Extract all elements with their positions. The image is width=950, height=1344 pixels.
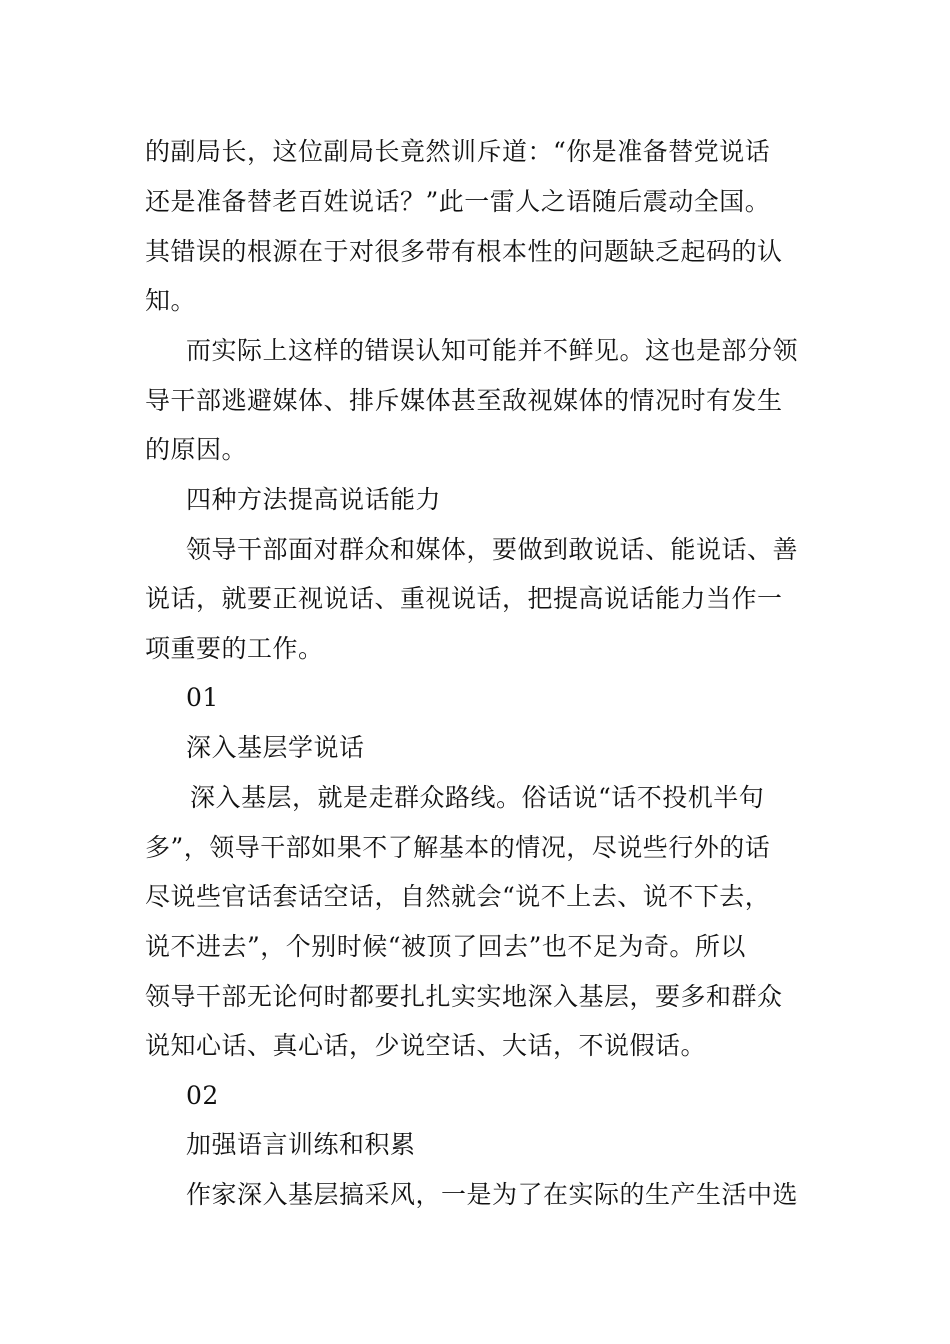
text-line: 说知心话、真心话，少说空话、大话，不说假话。: [145, 1031, 707, 1060]
subsection-heading: 加强语言训练和积累: [186, 1130, 416, 1159]
text-line: 尽说些官话套话空话，自然就会“说不上去、说不下去，: [145, 882, 771, 911]
text-line: 知。: [145, 286, 197, 315]
text-line: 还是准备替老百姓说话？”此一雷人之语随后震动全国。: [145, 187, 771, 216]
section-number: 02: [186, 1081, 219, 1110]
subsection-heading: 深入基层学说话: [186, 733, 365, 762]
text-line: 的副局长，这位副局长竟然训斥道：“你是准备替党说话: [145, 137, 771, 166]
text-line: 其错误的根源在于对很多带有根本性的问题缺乏起码的认: [145, 237, 783, 266]
text-line: 领导干部无论何时都要扎扎实实地深入基层，要多和群众: [145, 982, 783, 1011]
text-line: 的原因。: [145, 435, 248, 464]
text-line: 导干部逃避媒体、排斥媒体甚至敌视媒体的情况时有发生: [145, 386, 783, 415]
text-line: 项重要的工作。: [145, 634, 324, 663]
paragraph-start-line: 深入基层，就是走群众路线。俗话说“话不投机半句: [190, 783, 765, 812]
text-line: 多”，领导干部如果不了解基本的情况，尽说些行外的话: [145, 833, 771, 862]
text-line: 说话，就要正视说话、重视说话，把提高说话能力当作一: [145, 584, 783, 613]
section-heading: 四种方法提高说话能力: [186, 485, 442, 514]
paragraph-start-line: 而实际上这样的错误认知可能并不鲜见。这也是部分领: [186, 336, 799, 365]
text-line: 说不进去”，个别时候“被顶了回去”也不足为奇。所以: [145, 932, 746, 961]
paragraph-start-line: 作家深入基层搞采风，一是为了在实际的生产生活中选: [186, 1180, 799, 1209]
paragraph-start-line: 领导干部面对群众和媒体，要做到敢说话、能说话、善: [186, 535, 799, 564]
section-number: 01: [186, 683, 219, 712]
